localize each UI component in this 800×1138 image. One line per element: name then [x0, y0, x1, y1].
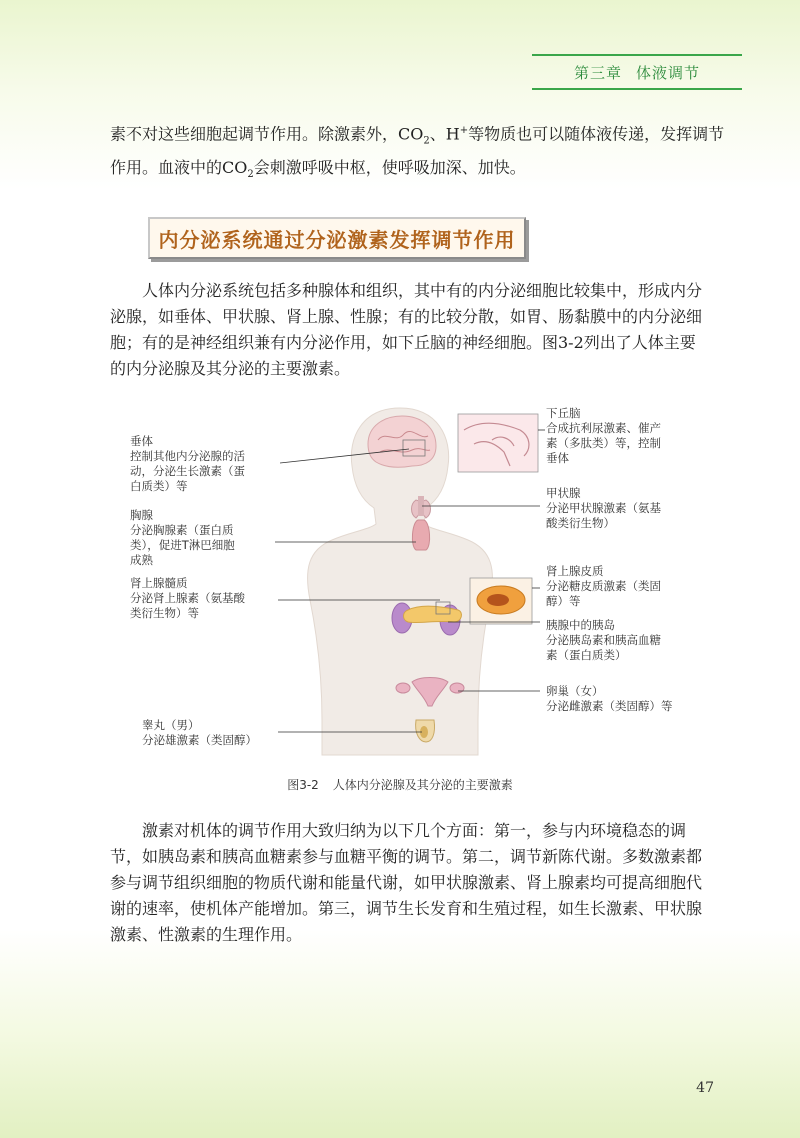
paragraph-line: 的内分泌腺及其分泌的主要激素。: [110, 359, 351, 378]
figure-number: 图3-2: [287, 778, 319, 792]
intro-text: 、H: [429, 124, 460, 144]
ovary-left: [396, 683, 410, 693]
pancreas-shape: [404, 606, 462, 622]
chapter-header: [532, 54, 742, 90]
figure-caption-text: 人体内分泌腺及其分泌的主要激素: [332, 778, 513, 792]
endocrine-paragraph: [110, 278, 703, 382]
paragraph-line: 参与调节组织细胞的物质代谢和能量代谢，如甲状腺激素、肾上腺素均可提高细胞代: [110, 873, 703, 892]
paragraph-line: 胞；有的是神经组织兼有内分泌作用，如下丘脑的神经细胞。图3-2列出了人体主要: [110, 333, 696, 352]
adrenal-medulla-shape: [487, 594, 509, 606]
label-thymus: 胸腺 分泌胸腺素（蛋白质 类），促进T淋巴细胞 成熟: [130, 508, 235, 567]
figure-caption: [0, 776, 800, 793]
hypothalamus-inset: [458, 414, 538, 472]
label-thyroid: 甲状腺 分泌甲状腺激素（氨基 酸类衍生物）: [546, 486, 661, 530]
intro-text: 等物质也可以随体液传递，发挥调节: [468, 124, 725, 144]
paragraph-line: 激素对机体的调节作用大致归纳为以下几个方面：第一，参与内环境稳态的调: [142, 821, 687, 840]
intro-text: 作用。血液中的CO: [110, 157, 248, 177]
label-pituitary: 垂体 控制其他内分泌腺的活 动，分泌生长激素（蛋 白质类）等: [130, 434, 245, 493]
hormone-function-paragraph: [110, 818, 703, 948]
brain-shape: [368, 416, 436, 467]
paragraph-line: 泌腺，如垂体、甲状腺、肾上腺、性腺；有的比较分散，如胃、肠黏膜中的内分泌细: [110, 307, 703, 326]
label-hypothalamus: 下丘脑 合成抗利尿激素、催产 素（多肽类）等，控制 垂体: [546, 406, 661, 465]
paragraph-line: 谢的速率，使机体产能增加。第三，调节生长发育和生殖过程，如生长激素、甲状腺: [110, 899, 703, 918]
paragraph-line: 激素、性激素的生理作用。: [110, 925, 303, 944]
chapter-title: 体液调节: [636, 63, 701, 82]
thymus-shape: [412, 520, 429, 550]
section-heading: [148, 217, 526, 259]
label-adrenal-medulla: 肾上腺髓质 分泌肾上腺素（氨基酸 类衍生物）等: [130, 576, 245, 620]
subscript-2: 2: [247, 168, 254, 180]
intro-text: 素不对这些细胞起调节作用。除激素外，CO: [110, 124, 424, 144]
intro-text: 会刺激呼吸中枢，使呼吸加深、加快。: [253, 157, 526, 177]
label-adrenal-cortex: 肾上腺皮质 分泌糖皮质激素（类固 醇）等: [546, 564, 661, 608]
superscript-plus: +: [459, 125, 469, 136]
section-title: 内分泌系统通过分泌激素发挥调节作用: [158, 227, 516, 252]
chapter-number: 第三章: [573, 63, 622, 82]
ovary-right: [450, 683, 464, 693]
endocrine-figure: [100, 400, 720, 780]
intro-paragraph: [110, 118, 725, 188]
label-testis: 睾丸（男） 分泌雄激素（类固醇）: [142, 718, 257, 747]
subscript-2: 2: [423, 135, 430, 147]
paragraph-line: 节，如胰岛素和胰高血糖素参与血糖平衡的调节。第二，调节新陈代谢。多数激素都: [110, 847, 703, 866]
label-pancreas: 胰腺中的胰岛 分泌胰岛素和胰高血糖 素（蛋白质类）: [546, 618, 661, 662]
page-number: 47: [696, 1080, 714, 1096]
paragraph-line: 人体内分泌系统包括多种腺体和组织，其中有的内分泌细胞比较集中，形成内分: [142, 281, 703, 300]
label-ovary: 卵巢（女） 分泌雌激素（类固醇）等: [546, 684, 673, 713]
